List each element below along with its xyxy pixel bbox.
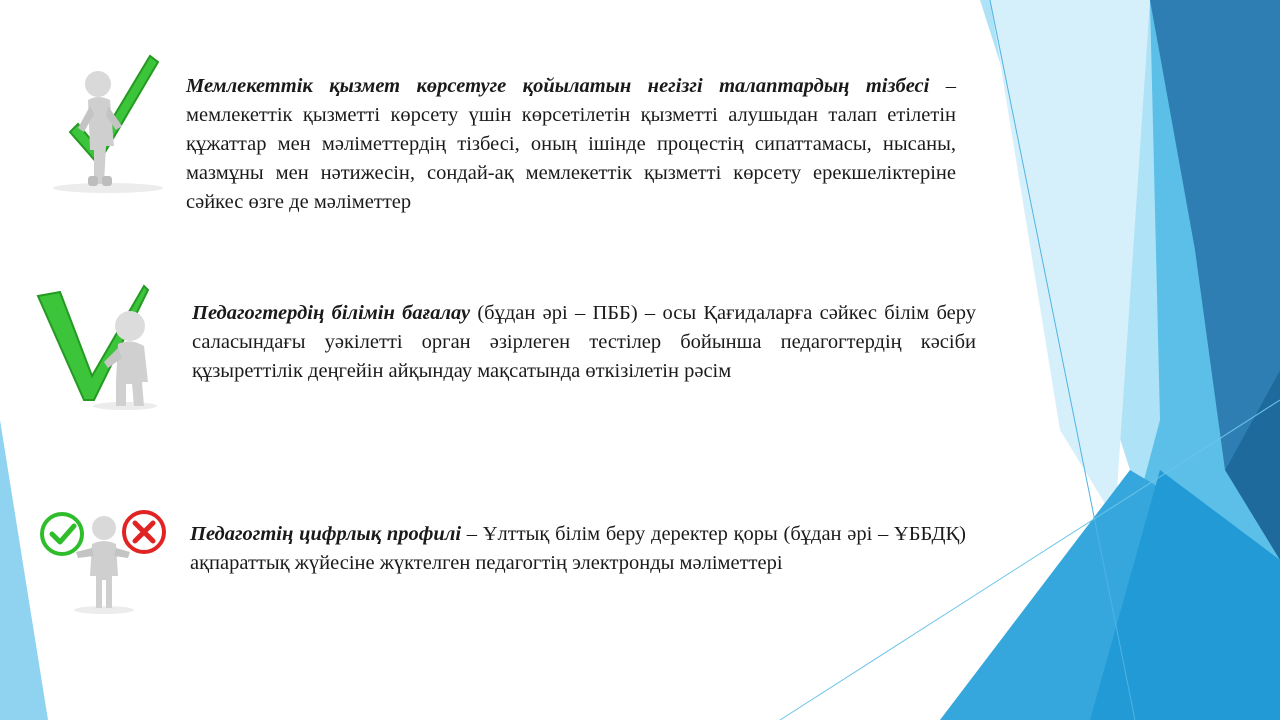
definition-block-1 [186,72,956,217]
term-2: Педагогтердің білімін бағалау [192,302,471,324]
definition-block-3 [190,520,966,578]
term-3: Педагогтің цифрлық профилі [190,523,462,545]
definition-3: – Ұлттық білім беру деректер қоры (бұдан әрі – ҰББДҚ) ақпараттық жүйесіне жүктелген педагогтің электронды мәліметтері [190,523,966,574]
person-with-checkmark-icon [38,46,168,196]
person-holding-check-and-cross-icon [36,508,172,616]
term-1: Мемлекеттік қызмет көрсетуге қойылатын негізгі талаптардың тізбесі [186,75,930,97]
definition-block-2 [192,299,976,386]
definition-1: – мемлекеттік қызметті көрсету үшін көрсетілетін қызметті алушыдан талап етілетін құжаттар мен мәліметтердің тізбесі, оның ішінде процестің сипаттамасы, нысаны, мазмұны мен нәтижесін, сондай-ақ мемлекеттік қызметті көрсету ерекшеліктеріне сәйкес өзге де мәліметтер [186,75,957,213]
person-leaning-on-checkmark-icon [30,282,170,412]
definition-2: (бұдан әрі – ПББ) – осы Қағидаларға сәйкес білім беру саласындағы уәкілетті орган әзірлеген тестілер бойынша педагогтердің кәсіби құзыреттілік деңгейін айқындау мақсатында өткізілетін рәсім [192,302,976,382]
